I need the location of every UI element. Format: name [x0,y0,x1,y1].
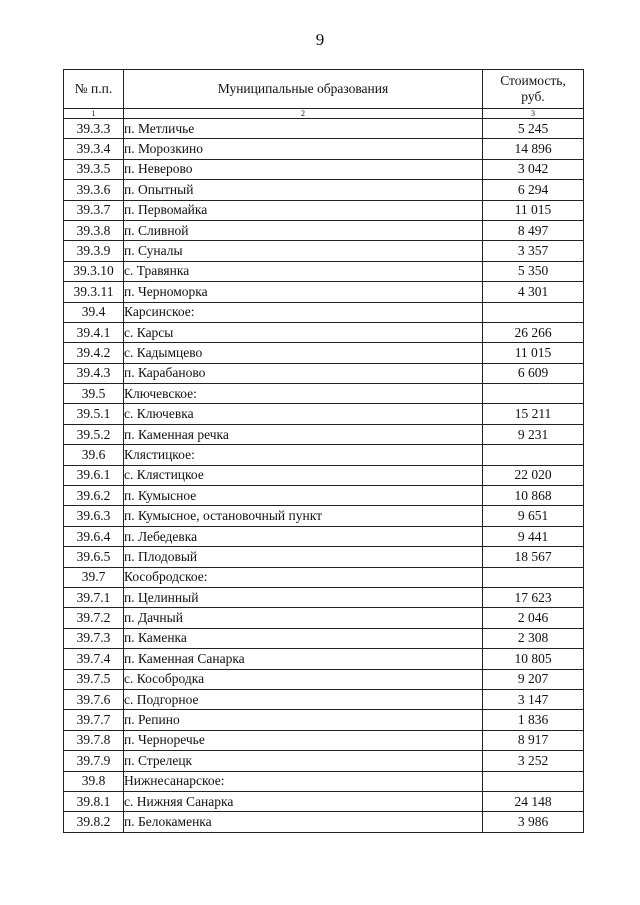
cost-value: 5 245 [483,119,584,139]
row-number: 39.7.7 [64,710,124,730]
row-number: 39.3.3 [64,119,124,139]
cost-value: 10 868 [483,486,584,506]
municipality-name: с. Травянка [124,261,483,281]
municipality-name: п. Дачный [124,608,483,628]
municipality-name: п. Каменная Санарка [124,649,483,669]
cost-value: 9 207 [483,669,584,689]
cost-value: 18 567 [483,547,584,567]
cost-value: 3 986 [483,812,584,832]
row-number: 39.3.9 [64,241,124,261]
row-number: 39.3.6 [64,180,124,200]
table-row [64,669,584,689]
municipality-name: п. Целинный [124,587,483,607]
municipality-name: п. Черноречье [124,730,483,750]
table-row [64,200,584,220]
table-row [64,384,584,404]
municipality-name: с. Подгорное [124,689,483,709]
row-number: 39.4.3 [64,363,124,383]
table-row [64,710,584,730]
row-number: 39.7.2 [64,608,124,628]
cost-value: 9 441 [483,526,584,546]
row-number: 39.4 [64,302,124,322]
cost-value: 1 836 [483,710,584,730]
municipality-name: Ключевское: [124,384,483,404]
row-number: 39.3.7 [64,200,124,220]
table-row [64,424,584,444]
table-row [64,567,584,587]
table-row [64,547,584,567]
row-number: 39.7.8 [64,730,124,750]
index-col-2: 2 [124,109,483,119]
municipality-name: с. Клястицкое [124,465,483,485]
cost-value: 5 350 [483,261,584,281]
row-number: 39.7.6 [64,689,124,709]
table-row [64,465,584,485]
header-name: Муниципальные образования [124,70,483,109]
table-row [64,445,584,465]
municipality-name: п. Репино [124,710,483,730]
table-row [64,343,584,363]
row-number: 39.4.1 [64,322,124,342]
cost-value: 3 042 [483,159,584,179]
cost-value: 3 252 [483,751,584,771]
table-row [64,608,584,628]
cost-value: 8 497 [483,220,584,240]
cost-value: 3 357 [483,241,584,261]
table-row [64,587,584,607]
municipality-name: п. Первомайка [124,200,483,220]
municipality-name: п. Суналы [124,241,483,261]
table-row [64,812,584,832]
row-number: 39.7.3 [64,628,124,648]
row-number: 39.6.5 [64,547,124,567]
municipality-name: п. Метличье [124,119,483,139]
row-number: 39.3.10 [64,261,124,281]
cost-value: 2 308 [483,628,584,648]
row-number: 39.7.9 [64,751,124,771]
table-row [64,628,584,648]
table-row [64,180,584,200]
row-number: 39.8 [64,771,124,791]
cost-value: 9 651 [483,506,584,526]
municipality-name: п. Опытный [124,180,483,200]
table-row [64,302,584,322]
row-number: 39.3.5 [64,159,124,179]
cost-value: 6 609 [483,363,584,383]
municipality-name: п. Кумысное, остановочный пункт [124,506,483,526]
municipality-name: с. Нижняя Санарка [124,791,483,811]
cost-value [483,771,584,791]
row-number: 39.7.5 [64,669,124,689]
row-number: 39.3.8 [64,220,124,240]
table-row [64,139,584,159]
table-row [64,689,584,709]
table-row [64,791,584,811]
municipality-name: Карсинское: [124,302,483,322]
row-number: 39.3.4 [64,139,124,159]
municipality-name: п. Каменная речка [124,424,483,444]
table-row [64,771,584,791]
row-number: 39.6.4 [64,526,124,546]
table-row [64,751,584,771]
column-index-row [64,109,584,119]
municipality-name: п. Неверово [124,159,483,179]
municipality-name: п. Каменка [124,628,483,648]
row-number: 39.8.1 [64,791,124,811]
cost-value: 9 231 [483,424,584,444]
table-row [64,730,584,750]
cost-value [483,567,584,587]
cost-value: 2 046 [483,608,584,628]
row-number: 39.8.2 [64,812,124,832]
page-number: 9 [315,30,325,49]
table-row [64,526,584,546]
table-row [64,282,584,302]
municipality-name: Клястицкое: [124,445,483,465]
cost-value: 11 015 [483,200,584,220]
cost-value: 24 148 [483,791,584,811]
municipality-name: п. Морозкино [124,139,483,159]
row-number: 39.7.4 [64,649,124,669]
table-header-row [64,70,584,109]
row-number: 39.3.11 [64,282,124,302]
row-number: 39.5.2 [64,424,124,444]
table-row [64,486,584,506]
municipality-name: п. Черноморка [124,282,483,302]
municipality-name: с. Ключевка [124,404,483,424]
cost-value: 11 015 [483,343,584,363]
cost-value: 26 266 [483,322,584,342]
cost-table [63,69,584,833]
table-row [64,119,584,139]
table-row [64,363,584,383]
row-number: 39.6.2 [64,486,124,506]
cost-value [483,384,584,404]
municipality-name: с. Кособродка [124,669,483,689]
row-number: 39.6.1 [64,465,124,485]
cost-value: 10 805 [483,649,584,669]
row-number: 39.5.1 [64,404,124,424]
municipality-name: п. Плодовый [124,547,483,567]
header-cost-line1: Стоимость, [500,73,566,88]
cost-value: 8 917 [483,730,584,750]
table-row [64,241,584,261]
header-cost [483,70,584,109]
table-row [64,506,584,526]
municipality-name: п. Сливной [124,220,483,240]
cost-value: 14 896 [483,139,584,159]
row-number: 39.5 [64,384,124,404]
cost-value: 15 211 [483,404,584,424]
municipality-name: п. Карабаново [124,363,483,383]
municipality-name: п. Лебедевка [124,526,483,546]
municipality-name: п. Стрелецк [124,751,483,771]
index-col-3: 3 [483,109,584,119]
index-col-1: 1 [64,109,124,119]
header-cost-line2: руб. [521,89,545,104]
table-row [64,159,584,179]
cost-value [483,302,584,322]
table-row [64,220,584,240]
header-num: № п.п. [64,70,124,109]
cost-value: 3 147 [483,689,584,709]
municipality-name: п. Белокаменка [124,812,483,832]
municipality-name: с. Кадымцево [124,343,483,363]
row-number: 39.6 [64,445,124,465]
cost-value: 17 623 [483,587,584,607]
cost-value: 6 294 [483,180,584,200]
table-row [64,649,584,669]
cost-value [483,445,584,465]
row-number: 39.6.3 [64,506,124,526]
row-number: 39.7 [64,567,124,587]
cost-value: 22 020 [483,465,584,485]
table-row [64,261,584,281]
table-row [64,322,584,342]
cost-value: 4 301 [483,282,584,302]
municipality-name: Кособродское: [124,567,483,587]
municipality-name: п. Кумысное [124,486,483,506]
table-row [64,404,584,424]
municipality-name: с. Карсы [124,322,483,342]
row-number: 39.7.1 [64,587,124,607]
municipality-name: Нижнесанарское: [124,771,483,791]
row-number: 39.4.2 [64,343,124,363]
